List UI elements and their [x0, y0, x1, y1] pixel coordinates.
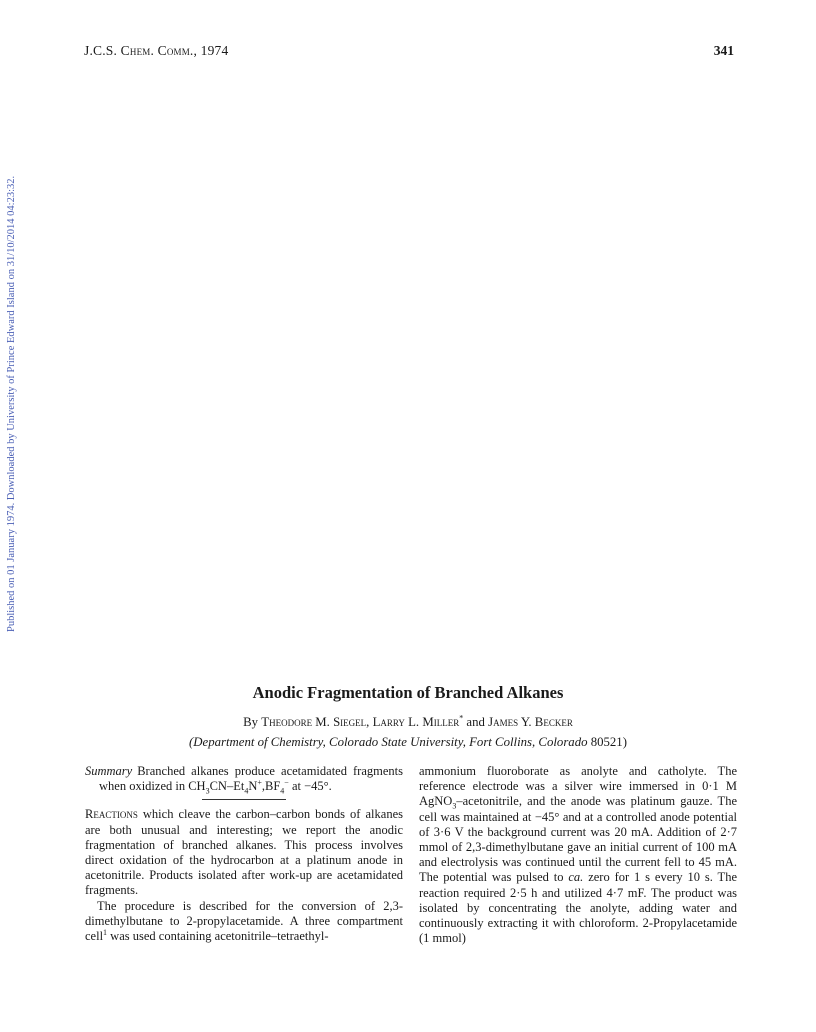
paragraph-text: The procedure is described for the conversion of 2,3-dimethylbutane to 2-propylacetamide. A three compartment cell [85, 898, 403, 944]
superscript: + [257, 778, 262, 788]
subscript: 3 [452, 801, 457, 811]
download-watermark[interactable]: Published on 01 January 1974. Downloaded by University of Prince Edward Island on 31/10/2014 04:23:32. [6, 175, 17, 632]
paragraph-text: which cleave the carbon–carbon bonds of alkanes are both unusual and interesting; we report the anodic fragmentation of branched alkanes. This process involves direct oxidation of the hydrocarbon at a platinum anode in acetonitrile. Products isolated after work-up are acetamidated fragments. [85, 807, 403, 898]
paragraph-text: was used containing acetonitrile–tetraethyl- [107, 929, 329, 944]
author-line [0, 715, 816, 730]
italic-abbrev: ca. [568, 870, 584, 885]
summary-label: Summary [85, 764, 133, 778]
affiliation [0, 735, 816, 750]
paragraph-text: zero for 1 s every 10 s. The reaction required 2·5 h and utilized 4·7 mF. The product was isolated by concentrating the anolyte, adding water and continuously extracting it with chloroform. 2-Propylacetamide (1 mmol) [419, 870, 737, 946]
summary-text: N [248, 779, 258, 794]
lead-word: Reactions [85, 807, 138, 822]
reference-mark[interactable]: 1 [103, 927, 108, 937]
by-label: By [243, 715, 259, 729]
summary-text: Branched alkanes produce acetamidated fragments when oxidized in CH [99, 764, 403, 794]
affiliation-text: (Department of Chemistry, Colorado State University, Fort Collins, Colorado [189, 735, 588, 749]
journal-name: J.C.S. Chem. Comm., 1974 [84, 43, 229, 58]
corresponding-mark: * [459, 713, 464, 723]
subscript: 4 [244, 786, 249, 796]
article-title: Anodic Fragmentation of Branched Alkanes [252, 683, 564, 702]
body-paragraph-3 [419, 764, 737, 946]
subscript: 3 [205, 786, 210, 796]
superscript: − [284, 778, 289, 788]
summary-text: at −45°. [288, 779, 332, 794]
author-miller: Larry L. Miller [372, 715, 460, 729]
summary-text: CN–Et [209, 779, 245, 794]
paragraph-text: AgNO [419, 794, 453, 809]
molar-unit: M [725, 779, 737, 794]
page-number: 341 [713, 43, 734, 58]
body-paragraph-1 [85, 807, 403, 898]
summary-paragraph [85, 764, 403, 794]
body-paragraph-2 [85, 899, 403, 945]
author-siegel: Theodore M. Siegel, [261, 715, 370, 729]
summary-text: ,BF [261, 779, 281, 794]
paragraph-text: ammonium fluoroborate as anolyte and catholyte. The reference electrode was a silver wire immersed in 0·1 [419, 764, 737, 794]
and-label: and [466, 715, 485, 729]
summary-divider [202, 799, 286, 800]
left-column [85, 764, 403, 944]
right-column [419, 764, 737, 946]
affiliation-zip: 80521) [590, 735, 627, 749]
author-becker: James Y. Becker [488, 715, 573, 729]
paragraph-text: –acetonitrile, and the anode was platinum gauze. The cell was maintained at −45° and at a controlled anode potential of 3·6 V the background current was 20 mA. Addition of 2·7 mmol of 2,3-dimethylbutane gave an initial current of 100 mA and electrolysis was continued until the current fell to 45 mA. The potential was pulsed to [419, 794, 737, 885]
journal-citation [84, 43, 228, 59]
subscript: 4 [280, 786, 285, 796]
